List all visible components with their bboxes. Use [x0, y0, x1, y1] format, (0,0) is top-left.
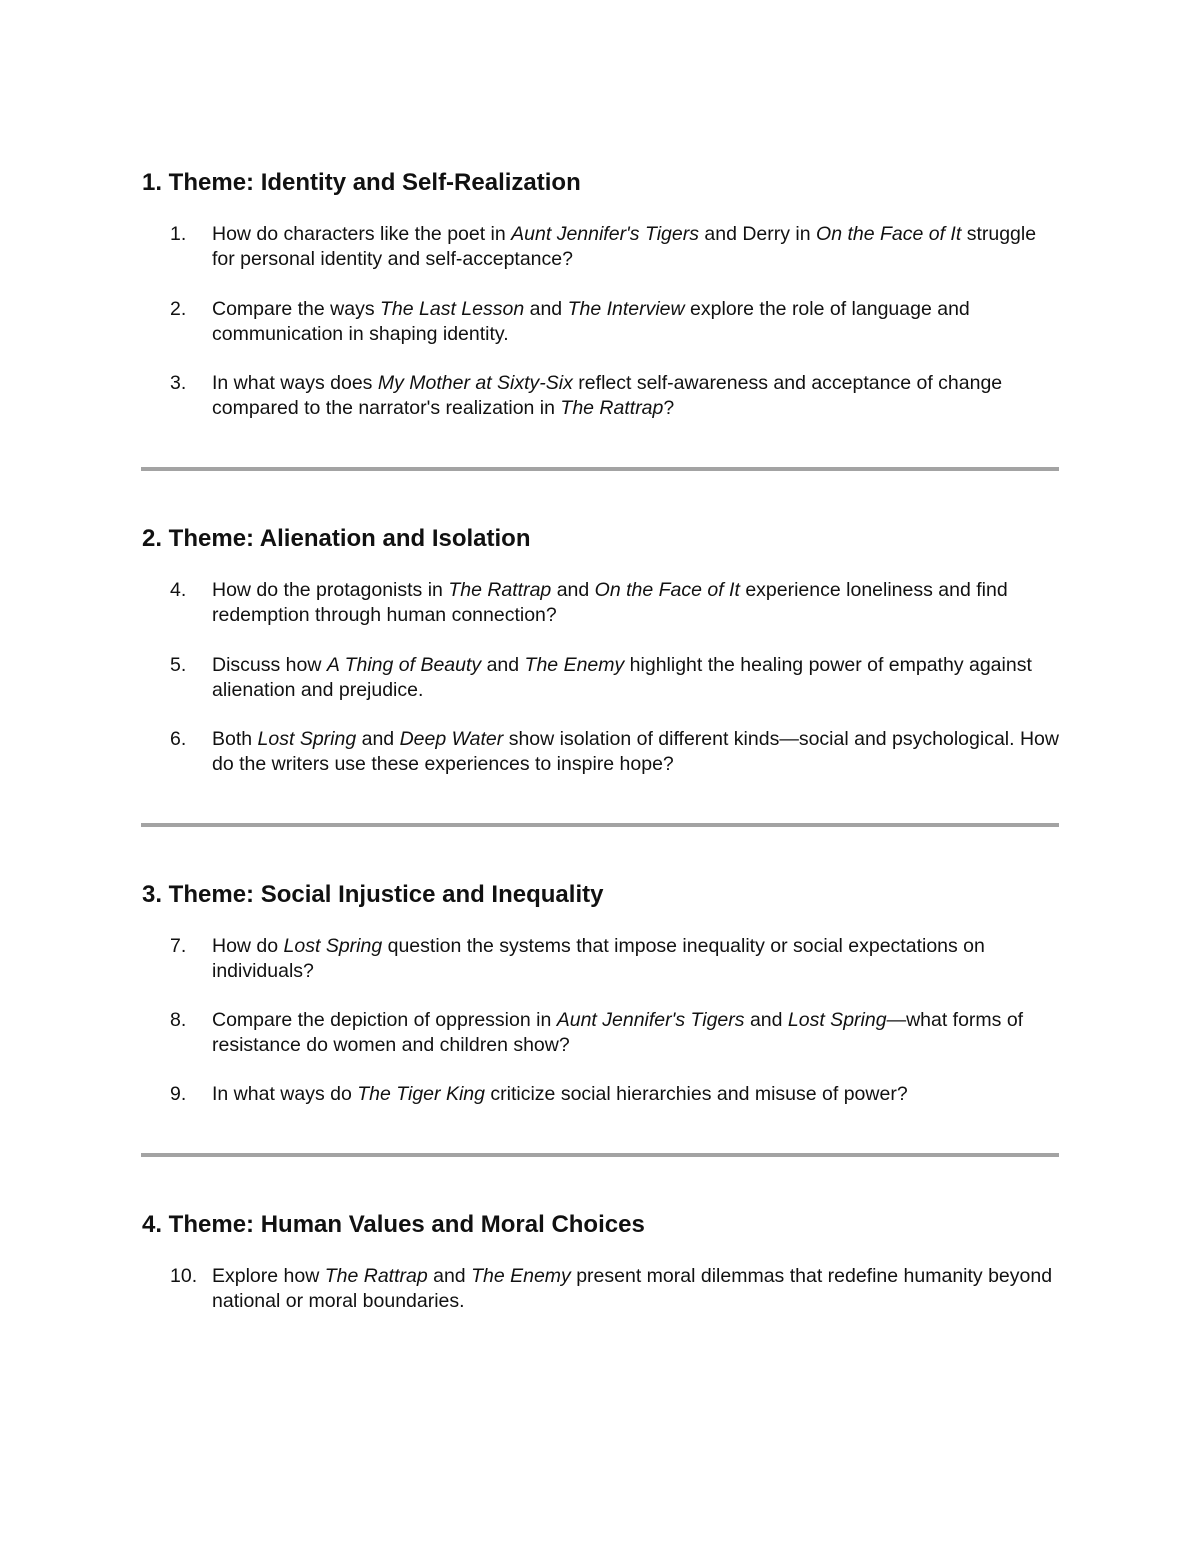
question-text — [212, 653, 1060, 703]
question-text — [212, 934, 1060, 984]
question-text-run: and — [427, 1265, 472, 1287]
question-item — [170, 371, 1060, 421]
question-number: 6. — [170, 728, 187, 750]
question-text-run: explore the role of language and communication in shaping identity. — [212, 298, 970, 345]
section-heading: 2. Theme: Alienation and Isolation — [142, 525, 531, 552]
work-title: The Tiger King — [357, 1083, 485, 1105]
work-title: Aunt Jennifer's Tigers — [556, 1009, 745, 1031]
work-title: Deep Water — [399, 728, 504, 750]
question-text-run: How do the protagonists in — [212, 579, 449, 601]
question-text-run: How do — [212, 935, 284, 957]
work-title: My Mother at Sixty-Six — [377, 372, 573, 394]
question-number: 5. — [170, 654, 187, 676]
question-text-run: experience loneliness and find redemption through human connection? — [212, 579, 1008, 626]
work-title: Lost Spring — [787, 1009, 887, 1031]
question-text-run: and — [524, 298, 568, 320]
work-title: Lost Spring — [283, 935, 383, 957]
question-text — [212, 371, 1060, 421]
question-text-run: In what ways does — [212, 372, 378, 394]
question-item — [170, 934, 1060, 984]
question-text — [212, 297, 1060, 347]
question-item — [170, 1264, 1060, 1314]
question-number: 3. — [170, 372, 187, 394]
work-title: The Enemy — [471, 1265, 571, 1287]
question-text-run: show isolation of different kinds—social and psychological. How do the writers use these experiences to inspire hope? — [212, 728, 1059, 775]
question-text-run: and — [744, 1009, 788, 1031]
question-number: 2. — [170, 298, 187, 320]
section-divider — [141, 823, 1059, 827]
work-title: The Interview — [567, 298, 685, 320]
question-text — [212, 727, 1060, 777]
question-text-run: and — [356, 728, 400, 750]
question-item — [170, 653, 1060, 703]
question-number: 8. — [170, 1009, 187, 1031]
work-title: The Rattrap — [448, 579, 552, 601]
question-text — [212, 578, 1060, 628]
question-text-run: Both — [212, 728, 258, 750]
question-text-run: reflect self-awareness and acceptance of change compared to the narrator's realization in — [212, 372, 1003, 419]
question-text — [212, 1008, 1060, 1058]
question-text-run: How do characters like the poet in — [212, 223, 512, 245]
section-divider — [141, 467, 1059, 471]
question-text-run: Explore how — [212, 1265, 325, 1287]
question-item — [170, 578, 1060, 628]
question-text-run: ? — [663, 397, 675, 419]
section-divider — [141, 1153, 1059, 1157]
question-text-run: Compare the ways — [212, 298, 380, 320]
question-text-run: Discuss how — [212, 654, 327, 676]
question-text-run: and — [551, 579, 595, 601]
work-title: Aunt Jennifer's Tigers — [511, 223, 699, 245]
question-text-run: —what forms of resistance do women and children show? — [212, 1009, 1024, 1056]
work-title: The Rattrap — [324, 1265, 428, 1287]
question-number: 7. — [170, 935, 187, 957]
question-text-run: struggle for personal identity and self-acceptance? — [212, 223, 1037, 270]
work-title: On the Face of It — [594, 579, 740, 601]
section-heading: 3. Theme: Social Injustice and Inequality — [142, 881, 604, 908]
section-heading: 1. Theme: Identity and Self-Realization — [142, 169, 581, 196]
question-text-run: and Derry in — [698, 223, 817, 245]
question-text — [212, 222, 1060, 272]
question-text-run: highlight the healing power of empathy against alienation and prejudice. — [212, 654, 1032, 701]
question-item — [170, 1082, 1060, 1107]
section-heading: 4. Theme: Human Values and Moral Choices — [142, 1211, 645, 1238]
question-number: 4. — [170, 579, 187, 601]
work-title: Lost Spring — [257, 728, 357, 750]
question-item — [170, 1008, 1060, 1058]
question-text-run: and — [481, 654, 525, 676]
question-text — [212, 1082, 1060, 1107]
question-text-run: criticize social hierarchies and misuse of power? — [484, 1083, 908, 1105]
work-title: The Last Lesson — [380, 298, 525, 320]
question-text-run: question the systems that impose inequality or social expectations on individuals? — [212, 935, 985, 982]
question-number: 1. — [170, 223, 187, 245]
question-text — [212, 1264, 1060, 1314]
question-text-run: present moral dilemmas that redefine humanity beyond national or moral boundaries. — [212, 1265, 1053, 1312]
question-text-run: Compare the depiction of oppression in — [212, 1009, 557, 1031]
question-number: 10. — [170, 1265, 198, 1287]
question-item — [170, 727, 1060, 777]
question-item — [170, 297, 1060, 347]
work-title: On the Face of It — [816, 223, 962, 245]
work-title: A Thing of Beauty — [326, 654, 482, 676]
work-title: The Enemy — [524, 654, 625, 676]
work-title: The Rattrap — [560, 397, 664, 419]
question-item — [170, 222, 1060, 272]
question-text-run: In what ways do — [212, 1083, 358, 1105]
question-number: 9. — [170, 1083, 187, 1105]
